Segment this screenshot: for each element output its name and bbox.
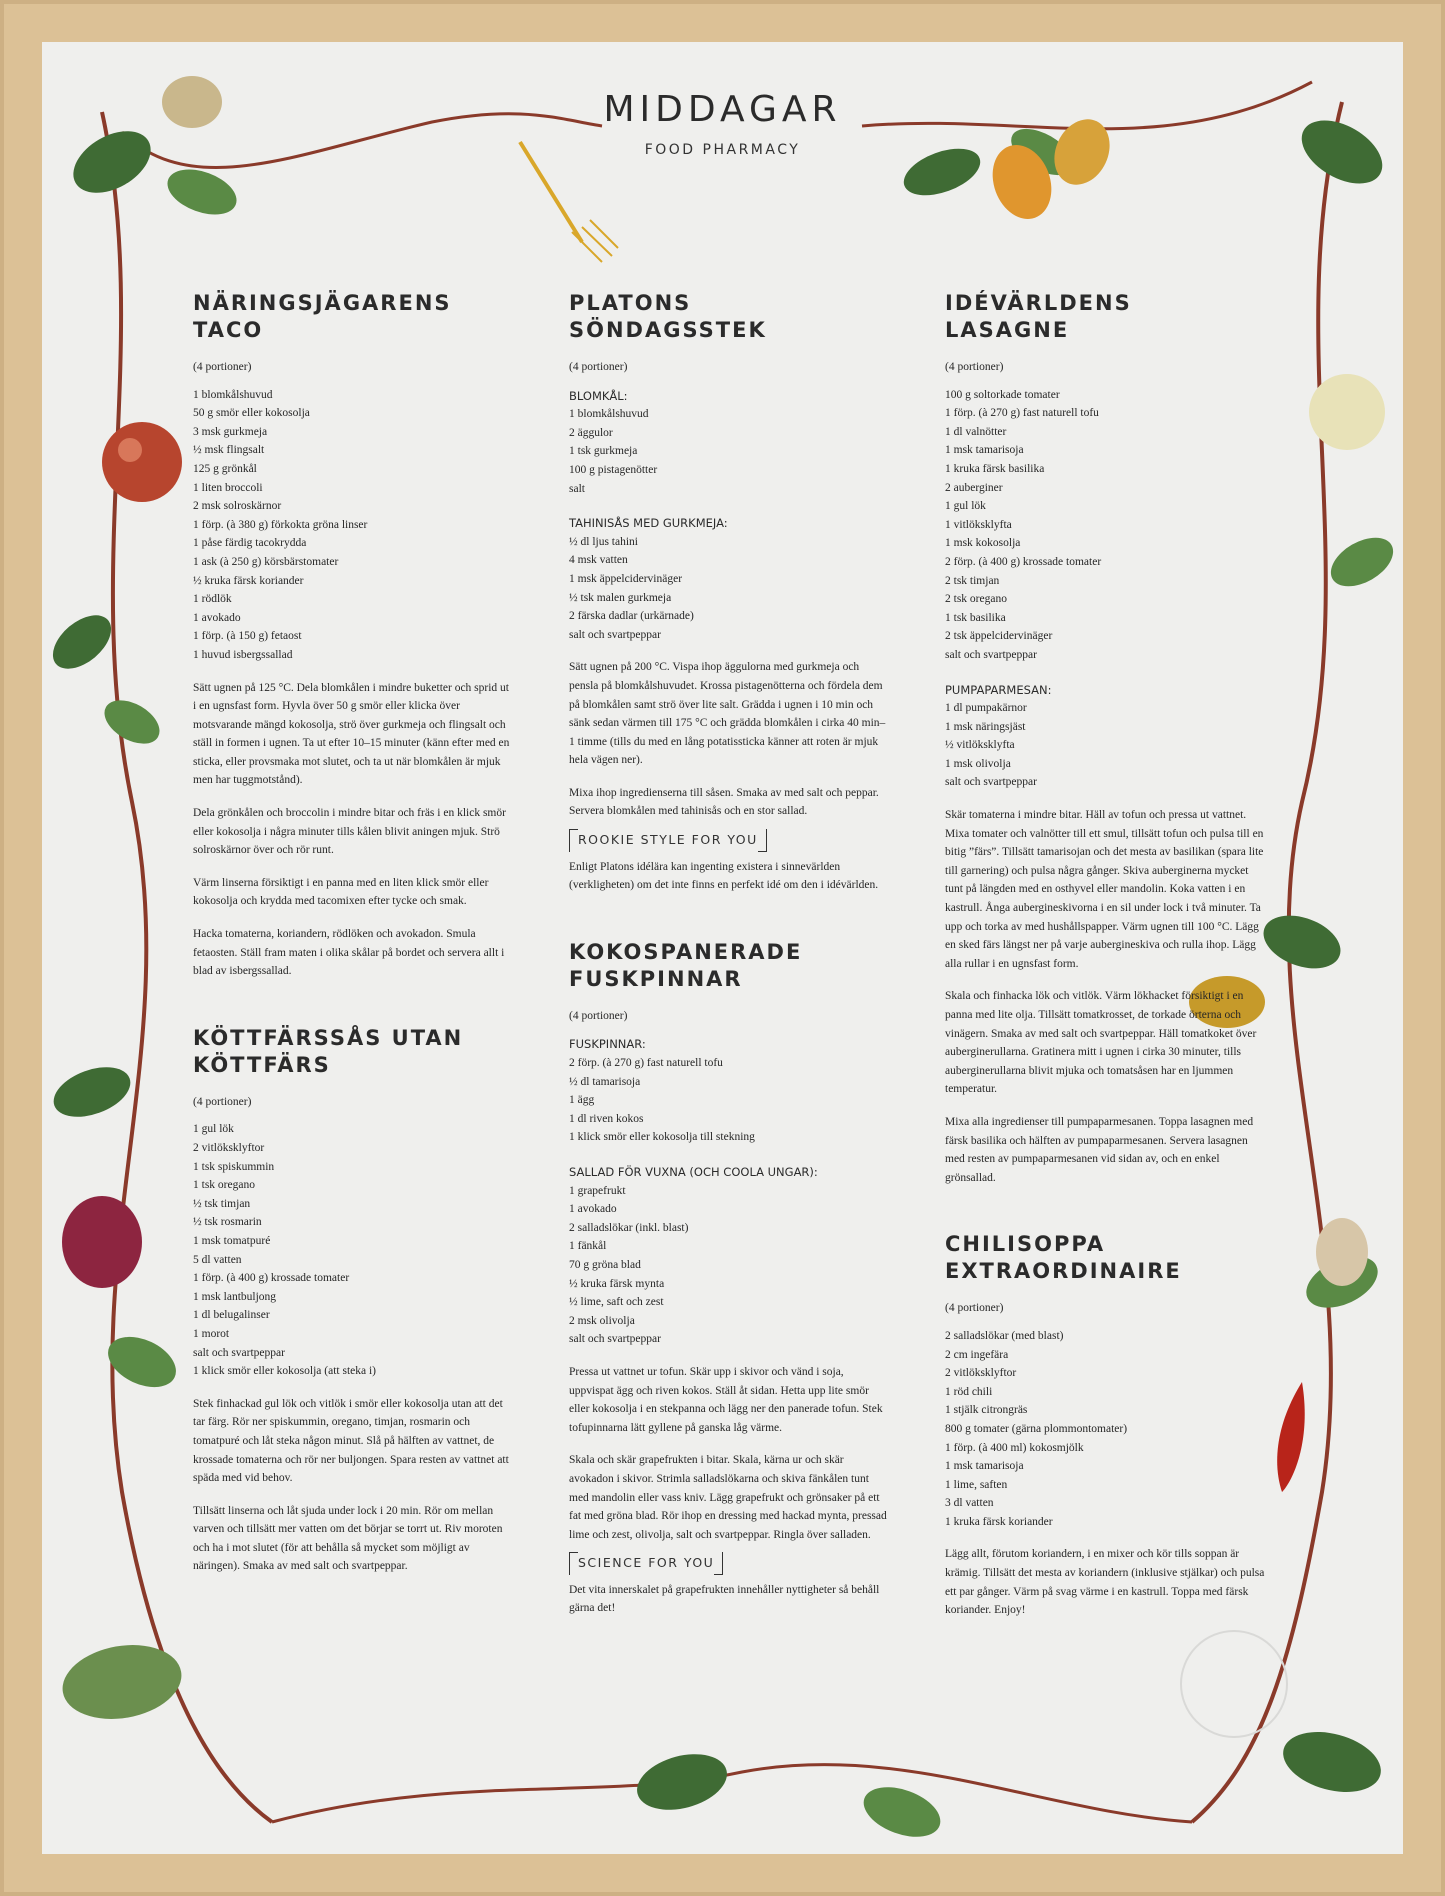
ingredient-item: 2 tsk timjan bbox=[945, 574, 1000, 587]
ingredient-list bbox=[945, 386, 1265, 665]
tip-tag: ROOKIE STYLE FOR YOU bbox=[569, 829, 767, 852]
ingredient-item: 125 g grönkål bbox=[193, 462, 257, 475]
instruction-paragraph: Lägg allt, förutom koriandern, i en mixer och kör tills soppan är krämig. Tillsätt det mesta av koriandern (inklusive stjälkar) och pulsa ett par gånger. Värm på svag värme i en kastrull. Toppa med färsk koriander. Enjoy! bbox=[945, 1548, 1265, 1617]
ingredient-item: 1 förp. (à 400 g) krossade tomater bbox=[193, 1272, 350, 1285]
ingredient-item: 1 msk tomatpuré bbox=[193, 1234, 271, 1247]
ingredient-list bbox=[193, 1120, 513, 1380]
recipe-fuskpinnar bbox=[569, 939, 889, 1618]
ingredient-item: 1 msk kokosolja bbox=[945, 537, 1021, 550]
section-heading: PUMPAPARMESAN: bbox=[945, 682, 1052, 697]
ingredient-item: 2 tsk äppelcidervinäger bbox=[945, 630, 1053, 643]
ingredient-item: 1 msk äppelcidervinäger bbox=[569, 572, 683, 585]
recipe-title: NÄRINGSJÄGARENS TACO bbox=[193, 291, 452, 342]
ingredient-item: 2 auberginer bbox=[945, 481, 1003, 494]
instruction-paragraph: Mixa alla ingredienser till pumpaparmesanen. Toppa lasagnen med färsk basilika och hälften av pumpaparmesanen. Servera lasagnen med resten av pumpaparmesanen vid sidan av, och en enkel grönsallad. bbox=[945, 1115, 1254, 1184]
ingredient-item: 1 dl valnötter bbox=[945, 425, 1007, 438]
ingredient-item: salt och svartpeppar bbox=[193, 1346, 285, 1359]
ingredient-item: 70 g gröna blad bbox=[569, 1258, 641, 1271]
instruction-paragraph: Skär tomaterna i mindre bitar. Häll av tofun och pressa ut vattnet. Mixa tomater och valnötter till ett smul, tillsätt tofun och pulsa till en bitig ”färs”. Tillsätt tamarisojan och det mesta av basilikan (spara lite till garnering) och pulsa några gånger. Skiva auberginerna mycket tunt på längden med en osthyvel eller mandolin. Koka vatten i en kastrull. Ånga aubergineskivorna i en sil under lock i två minuter. Ta upp och torka av med hushållspapper. Värm ugnen till 100 °C. Lägg en sked färs längst ner på varje aubergineskiva och rulla ihop. Lägg alla rullar i en ugnsfast form. bbox=[945, 809, 1264, 970]
ingredient-item: 1 vitlöksklyfta bbox=[945, 518, 1012, 531]
instruction-paragraph: Sätt ugnen på 200 °C. Vispa ihop äggulorna med gurkmeja och pensla på blomkålshuvudet. Krossa pistagenötterna och fördela dem på blomkålen samt strö över lite salt. Grädda i ugnen i 10 min och sänk sedan värmen till 175 °C och grädda blomkålen i cirka 40 min–1 timme (tills du med en lång potatissticka känner att roten är mjuk hela vägen ner). bbox=[569, 661, 886, 767]
instruction-paragraph: Pressa ut vattnet ur tofun. Skär upp i skivor och vänd i soja, uppvispat ägg och riven kokos. Ställ åt sidan. Hetta upp lite smör eller kokosolja i en stekpanna och lägg ner den panerade tofun. Stek tofupinnarna lätt gyllene på ganska låg värme. bbox=[569, 1365, 883, 1434]
ingredient-item: 1 ägg bbox=[569, 1094, 595, 1107]
ingredient-item: 1 msk tamarisoja bbox=[945, 444, 1024, 457]
ingredient-item: 2 förp. (à 400 g) krossade tomater bbox=[945, 555, 1102, 568]
ingredient-item: 1 grapefrukt bbox=[569, 1184, 626, 1197]
ingredient-item: 1 morot bbox=[193, 1327, 230, 1340]
ingredient-item: ½ kruka färsk koriander bbox=[193, 574, 304, 587]
ingredient-item: 100 g pistagenötter bbox=[569, 463, 658, 476]
ingredient-item: 2 färska dadlar (urkärnade) bbox=[569, 610, 694, 623]
instruction-list bbox=[193, 679, 513, 981]
ingredient-item: 1 rödlök bbox=[193, 593, 232, 606]
recipe-sondagsstek bbox=[569, 290, 889, 895]
ingredient-item: 2 cm ingefära bbox=[945, 1348, 1009, 1361]
ingredient-item: 1 huvud isbergssallad bbox=[193, 648, 293, 661]
ingredient-item: ½ dl tamarisoja bbox=[569, 1075, 641, 1088]
ingredient-item: 1 dl riven kokos bbox=[569, 1112, 644, 1125]
ingredient-item: 1 förp. (à 270 g) fast naturell tofu bbox=[945, 407, 1099, 420]
embossed-stamp bbox=[1180, 1630, 1288, 1738]
ingredient-item: 1 msk olivolja bbox=[945, 757, 1011, 770]
ingredient-item: 1 gul lök bbox=[945, 500, 986, 513]
recipe-title: PLATONS SÖNDAGSSTEK bbox=[569, 291, 767, 342]
ingredient-list bbox=[569, 1182, 889, 1349]
ingredient-item: 2 salladslökar (inkl. blast) bbox=[569, 1221, 689, 1234]
ingredient-item: 2 msk olivolja bbox=[569, 1314, 635, 1327]
ingredient-item: 1 ask (à 250 g) körsbärstomater bbox=[193, 555, 339, 568]
ingredient-item: 1 tsk spiskummin bbox=[193, 1160, 275, 1173]
ingredient-item: 50 g smör eller kokosolja bbox=[193, 407, 310, 420]
instruction-list bbox=[193, 1395, 513, 1576]
ingredient-list bbox=[193, 386, 513, 665]
ingredient-item: 2 förp. (à 270 g) fast naturell tofu bbox=[569, 1057, 723, 1070]
ingredient-item: 1 kruka färsk koriander bbox=[945, 1515, 1053, 1528]
ingredient-item: ½ lime, saft och zest bbox=[569, 1296, 664, 1309]
poster-title: MIDDAGAR bbox=[603, 89, 842, 130]
instruction-paragraph: Värm linserna försiktigt i en panna med en liten klick smör eller kokosolja och krydda med tacomixen efter tycke och smak. bbox=[193, 876, 489, 908]
ingredient-item: 100 g soltorkade tomater bbox=[945, 388, 1060, 401]
column-left bbox=[193, 290, 513, 1576]
recipe-portions: (4 portioner) bbox=[569, 361, 628, 373]
ingredient-item: 4 msk vatten bbox=[569, 554, 628, 567]
ingredient-item: 3 msk gurkmeja bbox=[193, 425, 268, 438]
ingredient-item: ½ tsk timjan bbox=[193, 1197, 251, 1210]
ingredient-item: 1 msk näringsjäst bbox=[945, 720, 1026, 733]
poster-header bbox=[42, 89, 1403, 158]
ingredient-item: 1 dl belugalinser bbox=[193, 1309, 270, 1322]
ingredient-item: 1 fänkål bbox=[569, 1240, 607, 1253]
ingredient-list bbox=[569, 533, 889, 645]
section-heading: TAHINISÅS MED GURKMEJA: bbox=[569, 516, 728, 531]
ingredient-item: 1 avokado bbox=[569, 1203, 617, 1216]
recipe-title: KÖTTFÄRSSÅS UTAN KÖTTFÄRS bbox=[193, 1025, 464, 1077]
recipe-kottfarssas bbox=[193, 1025, 513, 1576]
ingredient-item: 1 tsk oregano bbox=[193, 1179, 255, 1192]
ingredient-list bbox=[945, 1327, 1265, 1532]
section-heading: BLOMKÅL: bbox=[569, 388, 628, 403]
ingredient-item: 2 vitlöksklyftor bbox=[193, 1142, 265, 1154]
instruction-paragraph: Skala och skär grapefrukten i bitar. Skala, kärna ur och skär avokadon i skivor. Strimla salladslökarna och skiva fänkålen tunt med mandolin eller vass kniv. Lägg grapefrukt och grönsaker på ett fat med gröna blad. Rör ihop en dressing med hackad mynta, pressad lime och zest, olivolja, salt och svartpeppar. Ringla över salladen. bbox=[569, 1454, 887, 1541]
instruction-paragraph: Sätt ugnen på 125 °C. Dela blomkålen i mindre buketter och sprid ut i en ugnsfast form. Hyvla över 50 g smör eller klicka över motsvarande mängd kokosolja, strö över gurkmeja och flingsalt och ställ in formen i ugnen. Ta ut efter 10–15 minuter (känn efter med en sticka, eller provsmaka mot slutet, och ta ut när blomkålen är mjuk men har tuggmotstånd). bbox=[193, 681, 510, 787]
ingredient-item: 1 msk lantbuljong bbox=[193, 1290, 277, 1303]
ingredient-item: 5 dl vatten bbox=[193, 1253, 242, 1266]
poster bbox=[42, 42, 1403, 1854]
ingredient-item: 2 vitlöksklyftor bbox=[945, 1367, 1017, 1380]
ingredient-item: 1 klick smör eller kokosolja till stekning bbox=[569, 1131, 755, 1144]
ingredient-item: salt och svartpeppar bbox=[569, 1333, 661, 1346]
ingredient-item: 1 avokado bbox=[193, 611, 241, 624]
instruction-paragraph: Hacka tomaterna, koriandern, rödlöken och avokadon. Smula fetaosten. Ställ fram maten i olika skålar på bordet och servera allt i blad av isbergssallad. bbox=[193, 928, 505, 978]
ingredient-item: 2 msk solroskärnor bbox=[193, 500, 282, 513]
ingredient-item: 1 förp. (à 380 g) förkokta gröna linser bbox=[193, 518, 368, 531]
recipe-chilisoppa bbox=[945, 1231, 1265, 1620]
instruction-list bbox=[945, 806, 1265, 1187]
column-middle bbox=[569, 290, 889, 1618]
recipe-portions: (4 portioner) bbox=[569, 1009, 628, 1022]
ingredient-item: 1 klick smör eller kokosolja (att steka i) bbox=[193, 1365, 376, 1378]
recipe-portions: (4 portioner) bbox=[193, 1095, 252, 1108]
ingredient-item: 1 stjälk citrongräs bbox=[945, 1404, 1028, 1417]
ingredient-item: 2 tsk oregano bbox=[945, 593, 1007, 606]
ingredient-item: salt bbox=[569, 482, 585, 495]
ingredient-item: 2 äggulor bbox=[569, 426, 613, 439]
ingredient-list bbox=[945, 699, 1265, 792]
recipe-title: CHILISOPPA EXTRAORDINAIRE bbox=[945, 1232, 1182, 1284]
ingredient-item: ½ msk flingsalt bbox=[193, 444, 265, 457]
recipe-portions: (4 portioner) bbox=[945, 1302, 1004, 1315]
ingredient-item: 1 gul lök bbox=[193, 1123, 234, 1136]
tip-tag: SCIENCE FOR YOU bbox=[569, 1552, 723, 1575]
ingredient-item: ½ kruka färsk mynta bbox=[569, 1277, 665, 1290]
ingredient-item: salt och svartpeppar bbox=[945, 648, 1037, 661]
column-right bbox=[945, 290, 1265, 1620]
ingredient-item: 3 dl vatten bbox=[945, 1497, 994, 1510]
instruction-paragraph: Dela grönkålen och broccolin i mindre bitar och fräs i en klick smör eller kokosolja i några minuter tills kålen blivit aningen mjuk. Strö solroskärnor över och rör runt. bbox=[193, 807, 506, 857]
ingredient-item: 1 förp. (à 400 ml) kokosmjölk bbox=[945, 1441, 1084, 1454]
ingredient-item: 2 salladslökar (med blast) bbox=[945, 1329, 1064, 1342]
recipe-title: IDÉVÄRLDENS LASAGNE bbox=[945, 291, 1132, 342]
section-heading: SALLAD FÖR VUXNA (OCH COOLA UNGAR): bbox=[569, 1165, 818, 1179]
ingredient-item: 1 msk tamarisoja bbox=[945, 1460, 1024, 1473]
recipe-portions: (4 portioner) bbox=[193, 361, 252, 373]
poster-subtitle: FOOD PHARMACY bbox=[644, 142, 801, 158]
ingredient-item: 1 liten broccoli bbox=[193, 481, 263, 494]
instruction-list bbox=[569, 1363, 889, 1544]
ingredient-item: 800 g tomater (gärna plommontomater) bbox=[945, 1422, 1128, 1435]
ingredient-item: ½ tsk malen gurkmeja bbox=[569, 591, 672, 604]
instruction-paragraph: Stek finhackad gul lök och vitlök i smör eller kokosolja utan att det tar färg. Rör ner spiskummin, oregano, timjan, rosmarin och tomatpuré och låt steka någon minut. Slå på hälften av vattnet, de krossade tomaterna och rör ner buljongen. Spara resten av vattnet att späda med vid behov. bbox=[193, 1397, 509, 1485]
recipe-title: KOKOSPANERADE FUSKPINNAR bbox=[569, 939, 803, 991]
ingredient-item: 1 påse färdig tacokrydda bbox=[193, 537, 307, 550]
ingredient-item: ½ vitlöksklyfta bbox=[945, 739, 1015, 752]
ingredient-item: 1 förp. (à 150 g) fetaost bbox=[193, 630, 302, 643]
ingredient-item: 1 lime, saften bbox=[945, 1478, 1008, 1491]
ingredient-item: salt och svartpeppar bbox=[569, 628, 661, 641]
ingredient-item: ½ dl ljus tahini bbox=[569, 535, 638, 548]
ingredient-item: salt och svartpeppar bbox=[945, 776, 1037, 789]
ingredient-item: 1 blomkålshuvud bbox=[193, 388, 273, 401]
instruction-paragraph: Tillsätt linserna och låt sjuda under lock i 20 min. Rör om mellan varven och tillsätt mer vatten om det börjar se torrt ut. Riv moroten och ha i mot slutet (för att behålla så mycket som möjligt av näringen). Smaka av med salt och svartpeppar. bbox=[193, 1504, 503, 1573]
ingredient-item: 1 röd chili bbox=[945, 1385, 993, 1398]
ingredient-list bbox=[569, 405, 889, 498]
instruction-list bbox=[569, 658, 889, 821]
ingredient-item: 1 dl pumpakärnor bbox=[945, 702, 1027, 715]
ingredient-item: ½ tsk rosmarin bbox=[193, 1216, 262, 1229]
instruction-list bbox=[945, 1545, 1265, 1619]
instruction-paragraph: Mixa ihop ingredienserna till såsen. Smaka av med salt och peppar. Servera blomkålen med tahinisås och en stor sallad. bbox=[569, 786, 879, 818]
recipe-portions: (4 portioner) bbox=[945, 361, 1004, 373]
ingredient-item: 1 kruka färsk basilika bbox=[945, 462, 1045, 475]
ingredient-item: 1 blomkålshuvud bbox=[569, 408, 649, 421]
instruction-paragraph: Skala och finhacka lök och vitlök. Värm lökhacket försiktigt i en panna med lite olja. Tillsätt tomatkrosset, de torkade örterna och vinägern. Smaka av med salt och svartpeppar. Häll tomatkoket över auberginerullarna. Gratinera mitt i ugnen i cirka 30 minuter, tills auberginerullarna blivit mjuka och tomatsåsen har en ljummen temperatur. bbox=[945, 990, 1257, 1096]
recipe-lasagne bbox=[945, 290, 1265, 1187]
recipe-taco bbox=[193, 290, 513, 981]
ingredient-item: 1 tsk gurkmeja bbox=[569, 445, 638, 458]
tip-text: Enligt Platons idélära kan ingenting existera i sinnevärlden (verkligheten) om det inte finns en perfekt idé om den i idévärlden. bbox=[569, 860, 879, 892]
ingredient-list bbox=[569, 1054, 889, 1147]
tip-text: Det vita innerskalet på grapefrukten innehåller nyttigheter så behåll gärna det! bbox=[569, 1583, 880, 1615]
section-heading: FUSKPINNAR: bbox=[569, 1037, 646, 1052]
ingredient-item: 1 tsk basilika bbox=[945, 611, 1006, 624]
